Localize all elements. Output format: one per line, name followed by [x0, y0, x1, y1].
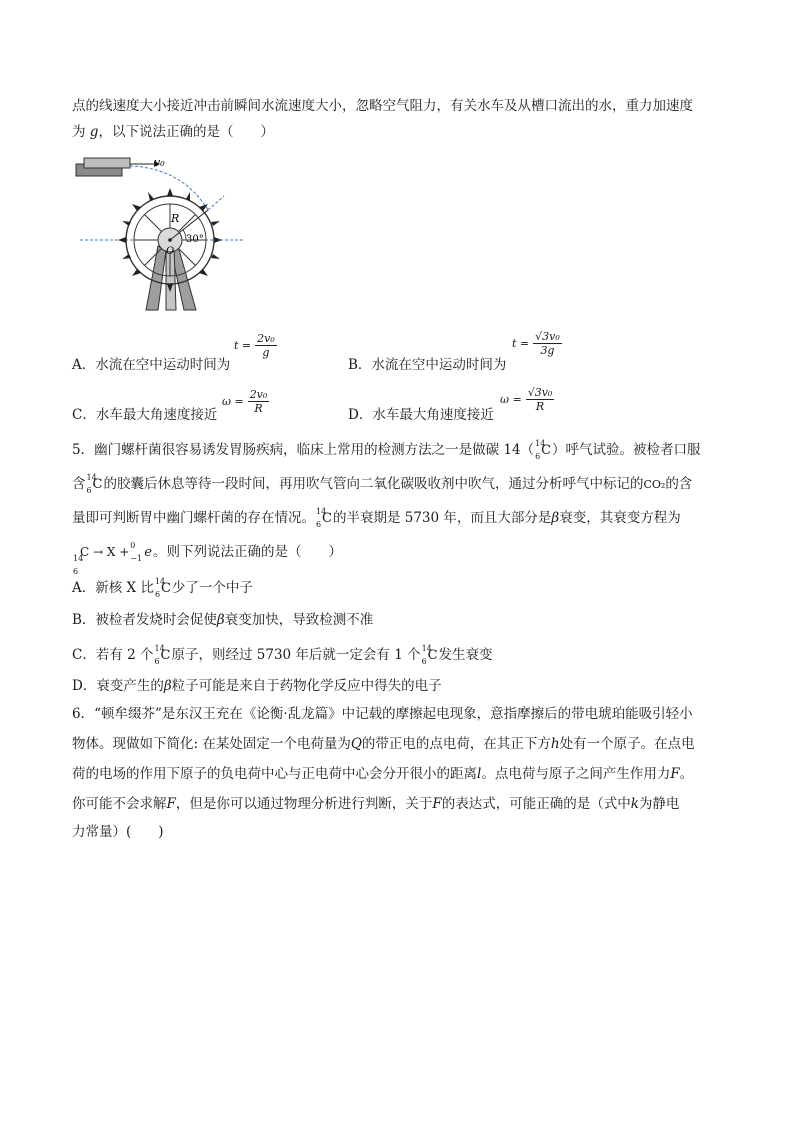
fraction: $\frac{\text{√3v₀}}{3g}$ — [535, 330, 560, 357]
electron: 0 −1 e — [130, 541, 152, 563]
nuclide-C14: 14 6 C — [154, 644, 171, 666]
symbol-g: g — [89, 124, 99, 140]
water-wheel-diagram — [74, 150, 250, 316]
q6-line3: 荷的电场的作用下原子的负电荷中心与正电荷中心会分开很小的距离l。点电荷与原子之间产生作用力F。 — [72, 766, 694, 782]
q5-line3: 量即可判断胃中幽门螺杆菌的存在情况。 14 6 C的半衰期是 5730 年，而且大部分是β衰变，其衰变方程为 — [72, 507, 681, 529]
q5-option-A[interactable]: A．新核 X 比 14 6 C少了一个中子 — [72, 577, 253, 599]
q4-option-B-formula: t = $\frac{\text{√3v₀}}{3g}$ — [512, 330, 560, 357]
fraction: $\frac{\text{2v₀}}{R}$ — [249, 388, 268, 415]
symbol-k: k — [630, 796, 639, 812]
symbol-h: h — [550, 736, 560, 752]
label-R: R — [171, 212, 180, 225]
nuclide-C14: 14 6 C — [535, 439, 552, 461]
decay-equation: C → X + — [80, 545, 130, 559]
q6-line1: 6．“顿牟缀芥”是东汉王充在《论衡·乱龙篇》中记载的摩擦起电现象，意指摩擦后的带电琥珀能吸引轻小 — [72, 706, 693, 722]
q5-line1: 5．幽门螺杆菌很容易诱发胃肠疾病，临床上常用的检测方法之一是做碳 14（ 14 6 C）呼气试验。被检者口服 — [72, 439, 701, 461]
fraction: $\frac{\text{√3v₀}}{R}$ — [527, 386, 553, 413]
nuclide-C14: 14 6 C — [154, 577, 171, 599]
symbol-F: F — [670, 766, 680, 782]
symbol-F: F — [432, 796, 442, 812]
q6-line2: 物体。现做如下简化: 在某处固定一个电荷量为Q的带正电的点电荷，在其正下方h处有一个原子。在点电 — [72, 736, 695, 752]
q4-option-A-formula: t = $\frac{\text{2v₀}}{g}$ — [234, 332, 275, 359]
beta-symbol: β — [551, 510, 560, 526]
co2-formula: CO₂ — [643, 478, 666, 491]
water-wheel-figure — [74, 150, 250, 316]
symbol-Q: Q — [350, 736, 362, 752]
nuclide-C14: 14 6 C — [421, 644, 438, 666]
q4-option-D[interactable]: D．水车最大角速度接近 — [348, 407, 494, 423]
q5-option-B[interactable]: B．被检者发烧时会促使β衰变加快，导致检测不准 — [72, 612, 374, 628]
q4-option-C-formula: ω = $\frac{\text{2v₀}}{R}$ — [222, 388, 268, 415]
symbol-F: F — [166, 796, 176, 812]
label-angle: 30° — [186, 234, 204, 245]
beta-symbol: β — [216, 612, 225, 628]
nuclide-C14: 14 6 C — [316, 507, 332, 529]
q6-line4: 你可能不会求解F，但是你可以通过物理分析进行判断，关于F的表达式，可能正确的是（式中k为静电 — [72, 796, 680, 812]
q4-option-C[interactable]: C．水车最大角速度接近 — [72, 407, 218, 423]
q4-option-A[interactable]: A．水流在空中运动时间为 — [72, 357, 231, 373]
q5-line4: 14 6 C → X + 0 −1 e。则下列说法正确的是（ ） — [73, 541, 342, 576]
q4-option-B[interactable]: B．水流在空中运动时间为 — [348, 357, 507, 373]
label-O: O — [166, 246, 175, 257]
label-v0: v₀ — [154, 156, 165, 169]
q4-stem-line1: 点的线速度大小接近冲击前瞬间水流速度大小，忽略空气阻力，有关水车及从槽口流出的水，重力加速度 — [72, 98, 693, 114]
beta-symbol: β — [163, 678, 172, 694]
q6-line5: 力常量）( ) — [72, 824, 164, 840]
q4-stem-line2: 为 g，以下说法正确的是（ ） — [72, 124, 274, 140]
symbol-l: l — [477, 766, 482, 782]
q5-option-C[interactable]: C．若有 2 个 14 6 C原子，则经过 5730 年后就一定会有 1 个 14 6 C发生衰变 — [72, 644, 493, 666]
q4-option-D-formula: ω = $\frac{\text{√3v₀}}{R}$ — [500, 386, 553, 413]
fraction: $\frac{\text{2v₀}}{g}$ — [257, 332, 275, 359]
q5-option-D[interactable]: D．衰变产生的β粒子可能是来自于药物化学反应中得失的电子 — [72, 678, 442, 694]
q5-line2: 含 14 6 C的胶囊后休息等待一段时间，再用吹气管向二氧化碳吸收剂中吹气，通过分析呼气中标记的CO₂的含 — [72, 473, 693, 495]
nuclide-C14: 14 6 C — [86, 473, 103, 495]
